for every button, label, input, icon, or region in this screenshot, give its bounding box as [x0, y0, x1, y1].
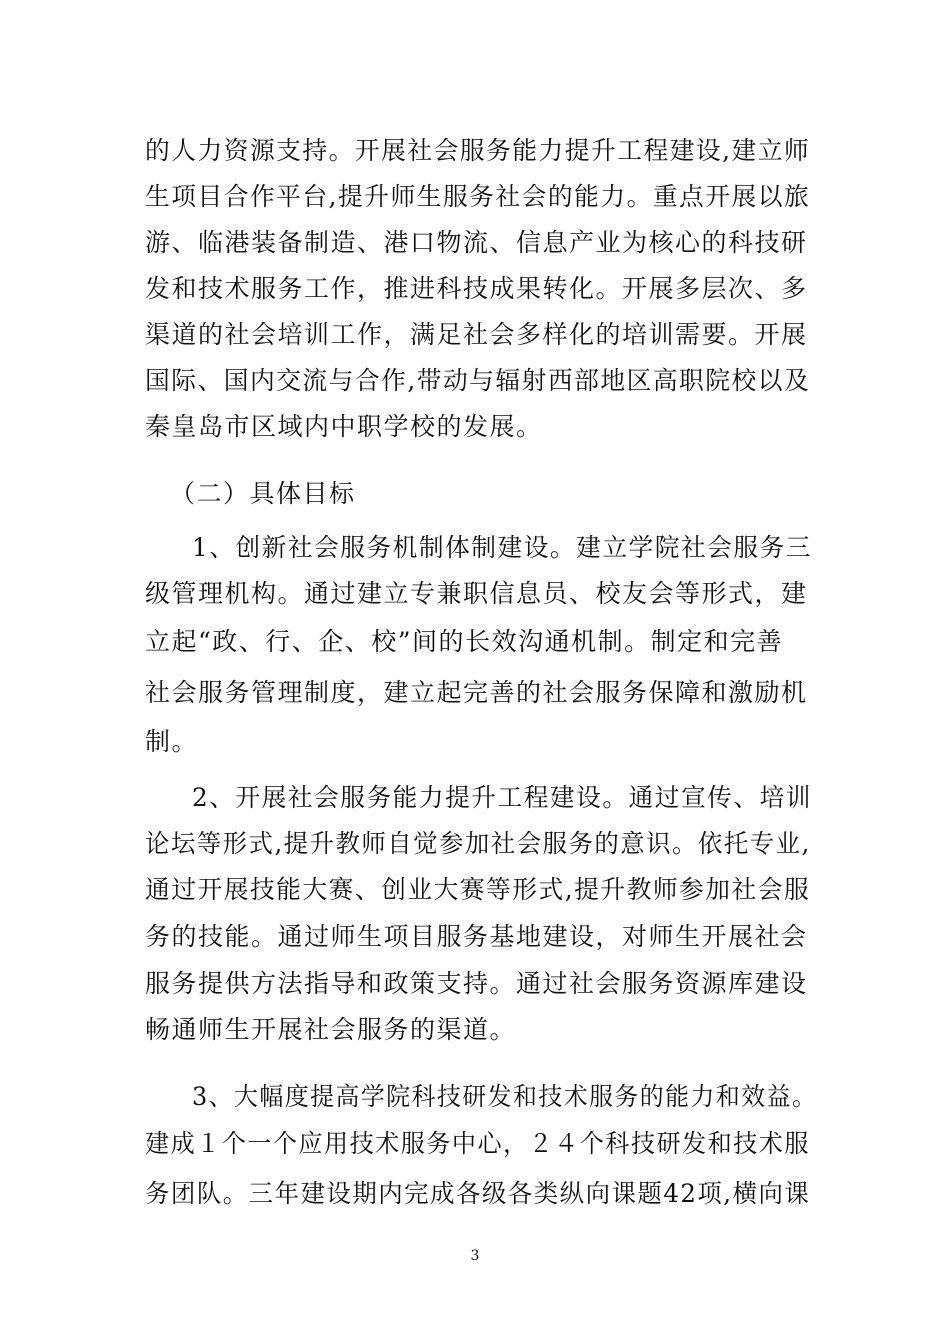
paragraph-line: 制。 — [145, 727, 199, 756]
paragraph-line: 建成１个一个应用技术服务中心，２４个科技研发和技术服 — [145, 1129, 810, 1158]
paragraph-line: 生项目合作平台,提升师生服务社会的能力。重点开展以旅 — [145, 182, 811, 211]
paragraph-line: 2、开展社会服务能力提升工程建设。通过宣传、培训 — [192, 783, 813, 812]
paragraph-line: 游、临港装备制造、港口物流、信息产业为核心的科技研 — [145, 228, 808, 257]
paragraph-line: 的人力资源支持。开展社会服务能力提升工程建设,建立师 — [145, 136, 811, 165]
paragraph-line: 级管理机构。通过建立专兼职信息员、校友会等形式，建 — [145, 579, 808, 608]
paragraph-line: 论坛等形式,提升教师自觉参加社会服务的意识。依托专业, — [145, 829, 811, 858]
paragraph-line: 发和技术服务工作，推进科技成果转化。开展多层次、多 — [145, 274, 808, 303]
paragraph-line: 畅通师生开展社会服务的渠道。 — [145, 1015, 517, 1044]
paragraph-line: 务团队。三年建设期内完成各级各类纵向课题42项,横向课 — [145, 1179, 811, 1208]
paragraph-line: 渠道的社会培训工作，满足社会多样化的培训需要。开展 — [145, 320, 808, 349]
paragraph-line: 务的技能。通过师生项目服务基地建设，对师生开展社会 — [145, 922, 808, 951]
paragraph-line: 社会服务管理制度，建立起完善的社会服务保障和激励机 — [145, 678, 808, 707]
section-heading: （二）具体目标 — [170, 479, 356, 508]
paragraph-line: 服务提供方法指导和政策支持。通过社会服务资源库建设 — [145, 969, 808, 998]
paragraph-line: 国际、国内交流与合作,带动与辐射西部地区高职院校以及 — [145, 366, 811, 395]
paragraph-line: 通过开展技能大赛、创业大赛等形式,提升教师参加社会服 — [145, 875, 811, 904]
paragraph-line: 立起“政、行、企、校”间的长效沟通机制。制定和完善 — [145, 627, 784, 656]
page-number: 3 — [470, 1248, 480, 1264]
paragraph-line: 3、大幅度提高学院科技研发和技术服务的能力和效益。 — [192, 1082, 818, 1111]
paragraph-line: 秦皇岛市区域内中职学校的发展。 — [145, 412, 543, 441]
paragraph-line: 1、创新社会服务机制体制建设。建立学院社会服务三 — [192, 533, 813, 562]
